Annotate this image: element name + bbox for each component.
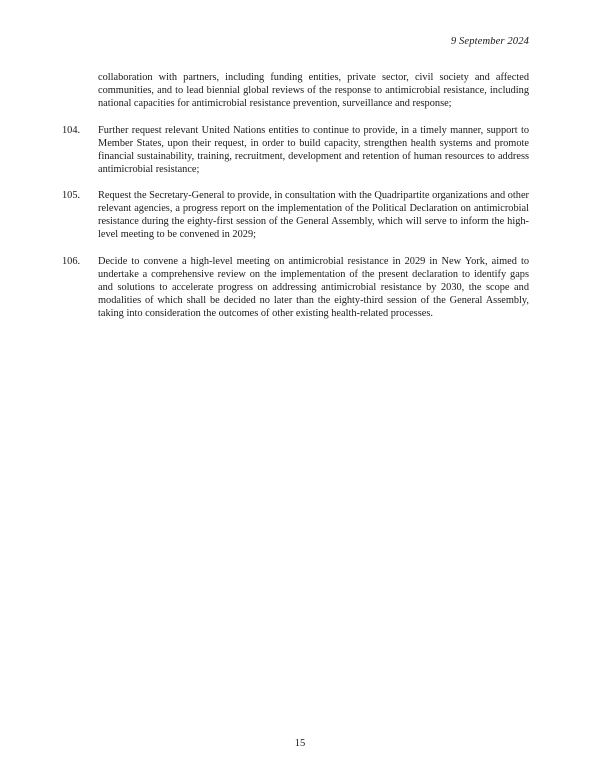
paragraph-number: 105. [62,190,81,202]
page-header-date: 9 September 2024 [450,36,529,47]
page-number: 15 [294,738,306,749]
paragraph-104 [62,124,529,176]
document-body [62,71,529,334]
paragraph-text: Further request relevant United Nations entities to continue to provide, in a timely manner, support to Member States, upon their request, in order to build capacity, strengthen health systems and promote financial sustainability, training, recruitment, development and retention of human resources to address antimicrobial resistance; [98,124,529,175]
paragraph-number: 104. [62,124,81,136]
paragraph-continuation [62,71,529,110]
paragraph-text: Request the Secretary-General to provide, in consultation with the Quadripartite organizations and other relevant agencies, a progress report on the implementation of the Political Declaration on antimicrobial resistance during the eighty-first session of the General Assembly, which will serve to inform the high-level meeting to be convened in 2029; [98,190,529,241]
paragraph-106 [62,255,529,320]
paragraph-text: collaboration with partners, including funding entities, private sector, civil society and affected communities, and to lead biennial global reviews of the response to antimicrobial resistance, including national capacities for antimicrobial resistance prevention, surveillance and response; [98,72,529,110]
paragraph-105 [62,189,529,241]
paragraph-text: Decide to convene a high-level meeting on antimicrobial resistance in 2029 in New York, aimed to undertake a comprehensive review on the implementation of the present declaration to identify gaps and solutions to accelerate progress on addressing antimicrobial resistance by 2030, the scope and modalities of which shall be decided no later than the eighty-third session of the General Assembly, taking into consideration the outcomes of other existing health-related processes. [98,256,529,320]
paragraph-number: 106. [62,256,81,268]
